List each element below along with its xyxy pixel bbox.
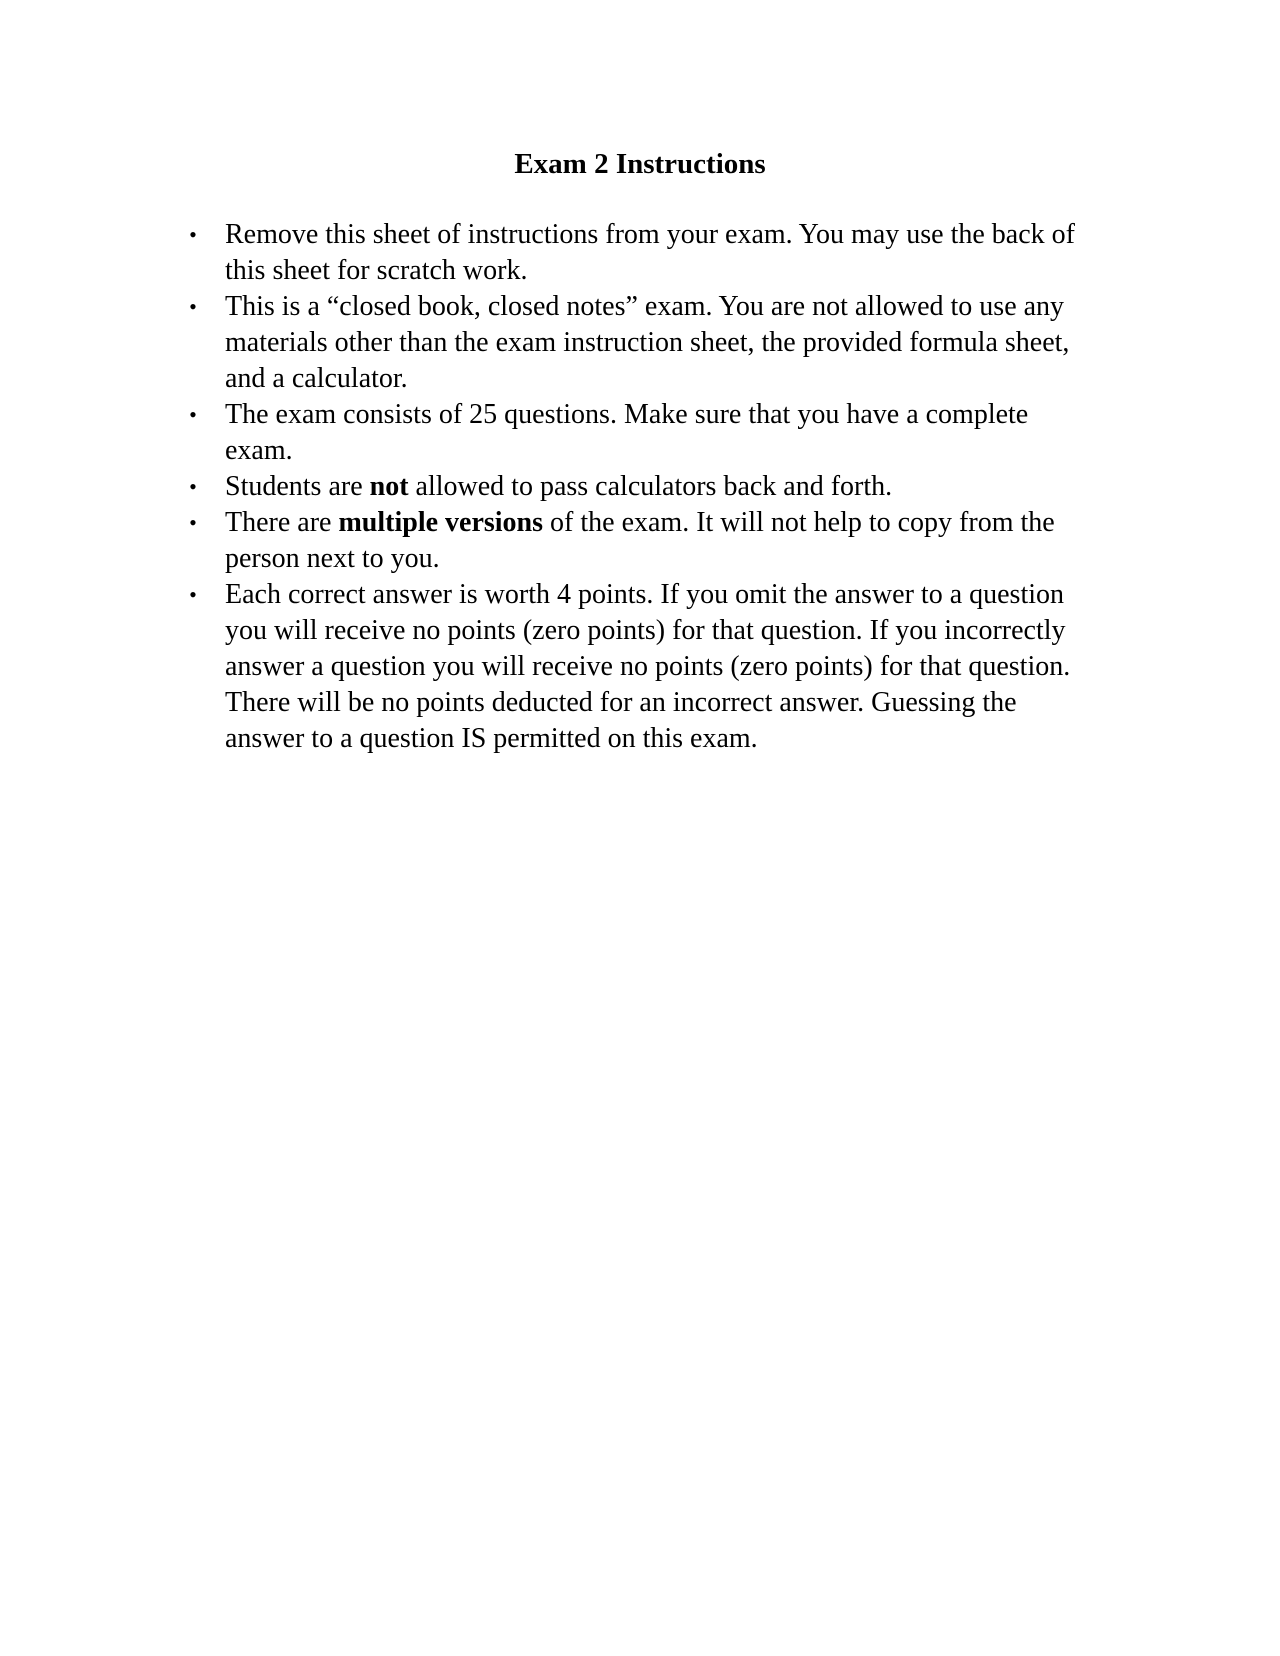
- page-title: Exam 2 Instructions: [514, 148, 766, 180]
- bullet-icon: •: [189, 582, 197, 607]
- list-item: [186, 505, 1086, 577]
- bullet-icon: •: [189, 294, 197, 319]
- instruction-text-start: There are: [225, 507, 339, 538]
- bullet-icon: •: [189, 402, 197, 427]
- list-item: [186, 469, 1086, 505]
- list-item: [186, 397, 1086, 469]
- instruction-text-end: of the exam. It will not help to copy from the person next to you.: [225, 507, 1055, 574]
- instruction-text: Remove this sheet of instructions from your exam. You may use the back of this sheet for scratch work.: [225, 219, 1075, 286]
- bullet-icon: •: [189, 510, 197, 535]
- bullet-icon: •: [189, 474, 197, 499]
- list-item: [186, 217, 1086, 289]
- bullet-icon: •: [189, 222, 197, 247]
- instruction-text-start: Students are: [225, 471, 370, 502]
- instruction-text: The exam consists of 25 questions. Make sure that you have a complete exam.: [225, 399, 1029, 466]
- emphasis-not: not: [369, 471, 409, 502]
- instruction-text: This is a “closed book, closed notes” exam. You are not allowed to use any materials other than the exam instruction sheet, the provided formula sheet, and a calculator.: [225, 291, 1070, 394]
- list-item: [186, 577, 1086, 757]
- emphasis-multiple-versions: multiple versions: [338, 507, 544, 538]
- instruction-text-end: allowed to pass calculators back and forth.: [408, 471, 893, 502]
- list-item: [186, 289, 1086, 397]
- instructions-list: [186, 217, 1086, 757]
- instruction-text: Each correct answer is worth 4 points. If you omit the answer to a question you will receive no points (zero points) for that question. If you incorrectly answer a question you will receive no points (zero points) for that question. There will be no points deducted for an incorrect answer. Guessing the answer to a question IS permitted on this exam.: [225, 579, 1071, 754]
